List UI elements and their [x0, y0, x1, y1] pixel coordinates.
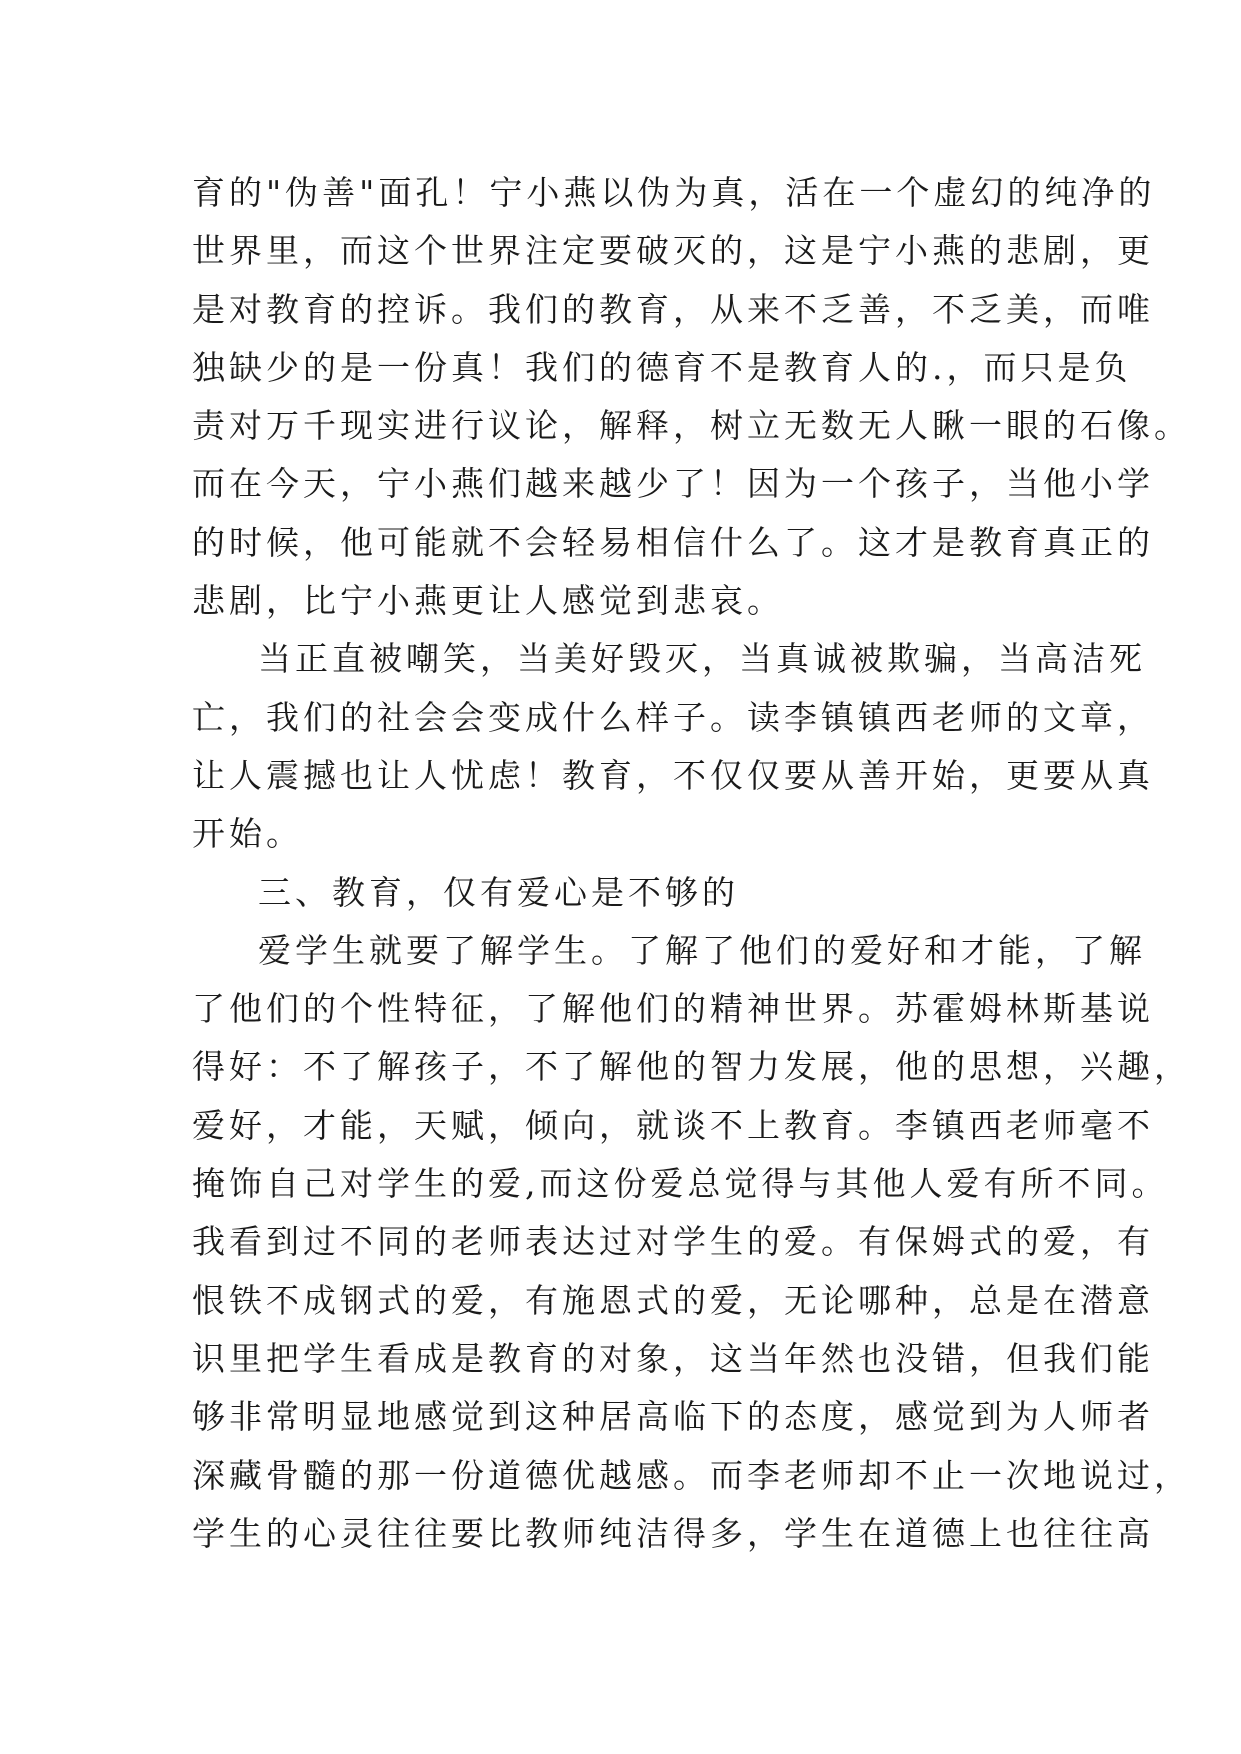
text-line: 爱好，才能，天赋，倾向，就谈不上教育。李镇西老师毫不: [192, 1105, 1154, 1145]
text-line: 是对教育的控诉。我们的教育，从来不乏善，不乏美，而唯: [192, 289, 1154, 329]
body-text: [192, 164, 1191, 1563]
text-line: 我看到过不同的老师表达过对学生的爱。有保姆式的爱，有: [192, 1222, 1154, 1262]
text-line: 掩饰自己对学生的爱,而这份爱总觉得与其他人爱有所不同。: [192, 1164, 1169, 1204]
text-line: 得好：不了解孩子，不了解他的智力发展，他的思想，兴趣，: [192, 1047, 1191, 1087]
text-line: 的时候，他可能就不会轻易相信什么了。这才是教育真正的: [192, 522, 1154, 562]
text-line: 亡，我们的社会会变成什么样子。读李镇镇西老师的文章，: [192, 697, 1154, 737]
text-line: 而在今天，宁小燕们越来越少了！因为一个孩子，当他小学: [192, 464, 1154, 504]
text-line: 识里把学生看成是教育的对象，这当年然也没错，但我们能: [192, 1338, 1154, 1378]
text-line: 了他们的个性特征，了解他们的精神世界。苏霍姆林斯基说: [192, 989, 1154, 1029]
text-line: 学生的心灵往往要比教师纯洁得多，学生在道德上也往往高: [192, 1513, 1154, 1553]
text-line: 够非常明显地感觉到这种居高临下的态度，感觉到为人师者: [192, 1397, 1154, 1437]
text-line: 开始。: [192, 814, 303, 854]
text-line: 独缺少的是一份真！我们的德育不是教育人的.，而只是负: [192, 347, 1132, 387]
paragraph-start-line: 当正直被嘲笑，当美好毁灭，当真诚被欺骗，当高洁死: [258, 639, 1146, 679]
text-line: 育的"伪善"面孔！宁小燕以伪为真，活在一个虚幻的纯净的: [192, 173, 1156, 212]
paragraph-start-line: 爱学生就要了解学生。了解了他们的爱好和才能，了解: [258, 930, 1146, 970]
text-line: 深藏骨髓的那一份道德优越感。而李老师却不止一次地说过，: [192, 1455, 1191, 1495]
text-line: 世界里，而这个世界注定要破灭的，这是宁小燕的悲剧，更: [192, 231, 1154, 271]
text-line: 让人震撼也让人忧虑！教育，不仅仅要从善开始，更要从真: [192, 755, 1154, 795]
text-line: 恨铁不成钢式的爱，有施恩式的爱，无论哪种，总是在潜意: [192, 1280, 1154, 1320]
text-line: 责对万千现实进行议论，解释，树立无数无人瞅一眼的石像。: [192, 406, 1191, 446]
text-line: 悲剧，比宁小燕更让人感觉到悲哀。: [192, 581, 784, 621]
section-heading: 三、教育，仅有爱心是不够的: [258, 872, 739, 912]
